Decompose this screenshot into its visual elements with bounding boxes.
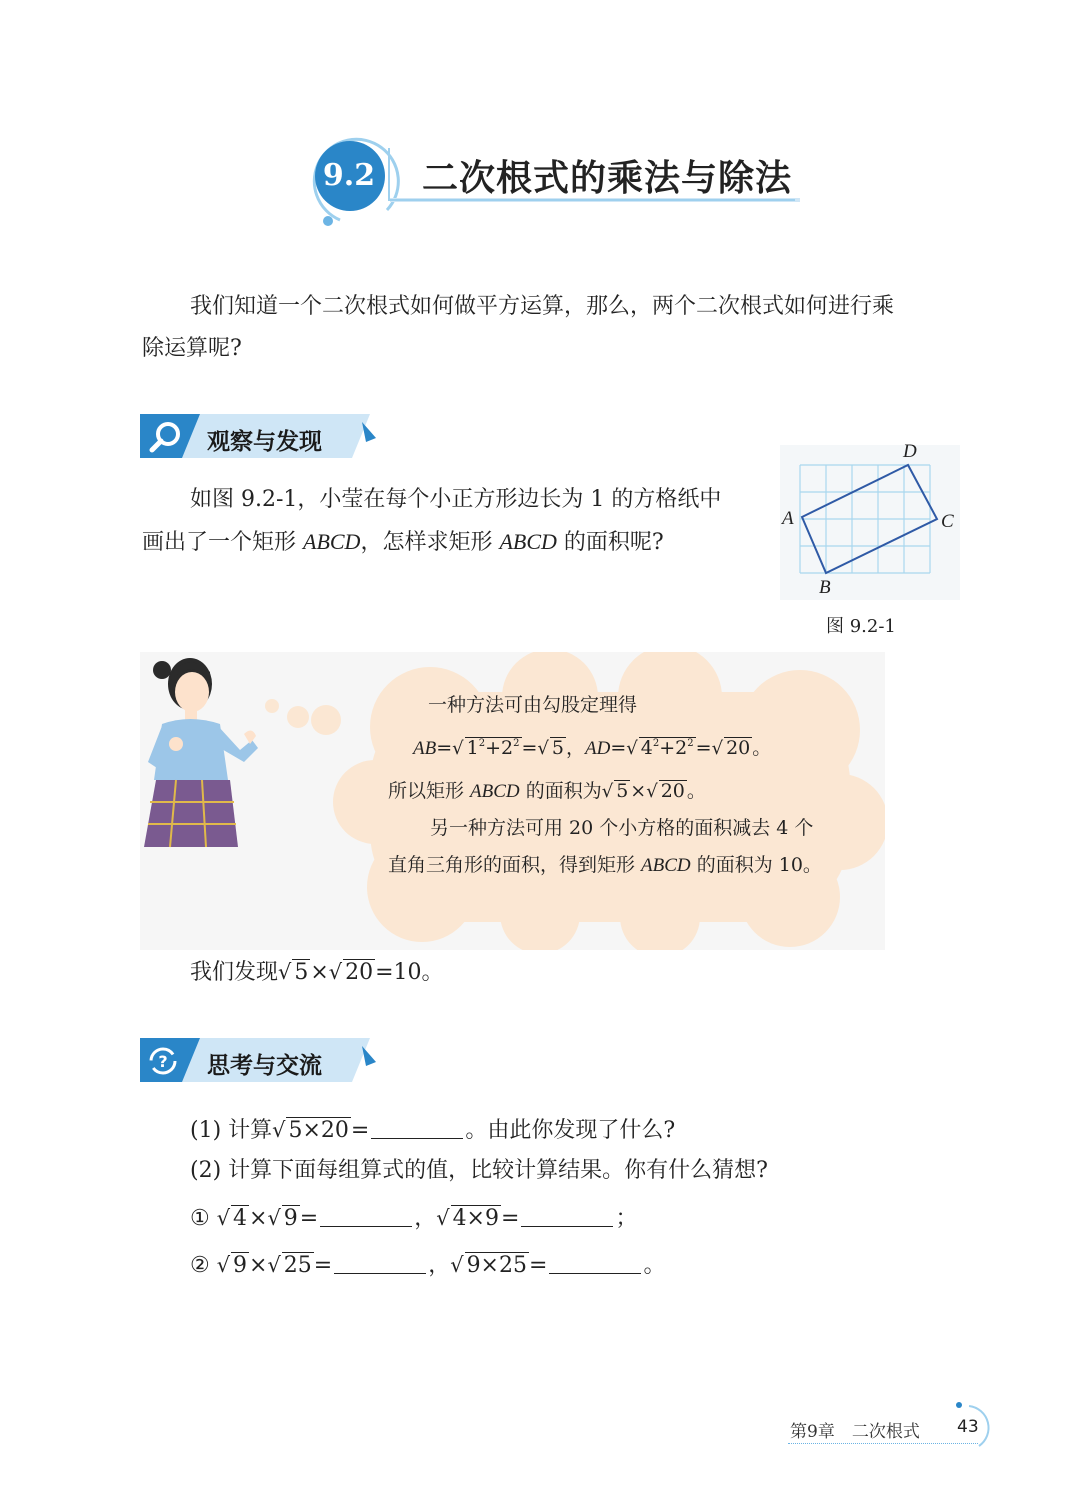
question-2: (2) 计算下面每组算式的值，比较计算结果。你有什么猜想? (190, 1158, 768, 1183)
rect-name: ABCD (470, 781, 520, 802)
chapter-label: 第9章 二次根式 (790, 1422, 920, 1442)
observe-line-2 (142, 520, 664, 565)
text: 的面积为 10。 (690, 854, 822, 876)
radicand-25: 25 (283, 1253, 312, 1278)
text: 所以矩形 (388, 780, 471, 802)
radicand-9: 9 (283, 1206, 298, 1231)
label-A: A (782, 508, 794, 529)
radicand-9x25: 9×25 (466, 1253, 527, 1278)
observe-line-2-post: 的面积呢? (556, 530, 664, 555)
exp: 2 (687, 738, 694, 749)
exp: 2 (478, 738, 486, 749)
text: 直角三角形的面积，得到矩形 (388, 854, 642, 876)
exp: 2 (652, 738, 660, 749)
radicand-20: 20 (345, 960, 374, 985)
section-title: 二次根式的乘法与除法 (422, 158, 793, 199)
rect-name: ABCD (641, 855, 691, 876)
sqrt-sign: √ (601, 781, 614, 802)
intro-line-1: 我们知道一个二次根式如何做平方运算，那么，两个二次根式如何进行乘 (190, 294, 895, 319)
sqrt-sign: √ (646, 781, 658, 802)
times: × (249, 1206, 268, 1231)
answer-blank[interactable] (334, 1251, 426, 1274)
radicand-2 (639, 737, 696, 760)
text: 我们发现 (190, 960, 279, 985)
circled-1: ① (190, 1206, 210, 1231)
page-number: 43 (957, 1417, 979, 1437)
period: 。 (752, 737, 772, 759)
sqrt-sign: √ (216, 1253, 231, 1277)
label-D: D (903, 441, 917, 462)
segment-AD: AD (585, 738, 611, 759)
bubble-line-1: 一种方法可由勾股定理得 (428, 694, 638, 716)
observe-line-2-mid: ，怎样求矩形 (360, 530, 500, 555)
plus: + (485, 737, 502, 759)
girl-illustration (140, 652, 270, 852)
result-line (190, 950, 444, 995)
period: 。 (686, 780, 706, 802)
observe-heading: 观察与发现 (207, 429, 322, 455)
comma: ， (414, 1206, 437, 1231)
comma: ， (566, 737, 586, 759)
equals: = (610, 737, 627, 759)
grid-rectangle-figure (780, 445, 960, 600)
radicand-5: 5 (294, 960, 309, 985)
radicand-4: 4 (233, 1206, 248, 1231)
semicolon: ； (615, 1206, 638, 1231)
sqrt-sign: √ (711, 738, 724, 759)
question-2-item-2 (190, 1243, 665, 1288)
question-cycle-icon (145, 1043, 181, 1079)
sqrt-sign: √ (272, 1118, 286, 1142)
intro-line-2: 除运算呢? (142, 336, 242, 361)
rect-name: ABCD (303, 529, 361, 554)
equals: = (350, 1118, 370, 1143)
equals: = (521, 737, 538, 759)
radicand-5: 5 (616, 780, 629, 802)
sqrt-sign: √ (216, 1206, 231, 1230)
observe-line-2-pre: 画出了一个矩形 (142, 530, 303, 555)
bubble-line-2 (413, 733, 771, 760)
radicand-20: 20 (660, 780, 685, 802)
answer-blank[interactable] (521, 1204, 613, 1227)
rect-name: ABCD (499, 529, 557, 554)
equals: = (501, 1206, 520, 1231)
bubble-line-5 (388, 850, 822, 877)
plus: + (659, 737, 676, 759)
text: =10。 (375, 960, 444, 985)
question-2-item-1 (190, 1196, 637, 1241)
text: 的面积为 (519, 780, 602, 802)
num: 4 (640, 737, 653, 759)
sqrt-sign: √ (278, 960, 292, 984)
equals: = (299, 1206, 319, 1231)
num: 1 (466, 737, 479, 759)
think-heading: 思考与交流 (207, 1053, 322, 1079)
sqrt-sign: √ (626, 738, 638, 759)
times: × (630, 780, 647, 802)
question-1 (190, 1108, 675, 1153)
radicand-20: 20 (726, 737, 751, 759)
label-C: C (941, 511, 954, 532)
svg-text:?: ? (158, 1052, 168, 1071)
segment-AB: AB (413, 738, 437, 759)
answer-blank[interactable] (320, 1204, 412, 1227)
sqrt-sign: √ (436, 1206, 450, 1230)
text: (1) 计算 (190, 1118, 273, 1143)
sqrt-sign: √ (267, 1206, 281, 1230)
times: × (310, 960, 329, 985)
sqrt-sign: √ (267, 1253, 281, 1277)
sqrt-sign: √ (537, 738, 549, 759)
answer-blank[interactable] (549, 1251, 641, 1274)
num: 2 (675, 737, 688, 759)
radicand-1 (465, 737, 522, 760)
circled-2: ② (190, 1253, 210, 1278)
equals: = (529, 1253, 548, 1278)
comma: ， (428, 1253, 451, 1278)
sqrt-sign: √ (452, 738, 464, 759)
period: 。 (643, 1253, 666, 1278)
exp: 2 (513, 738, 520, 749)
num: 2 (501, 737, 514, 759)
radicand-5x20: 5×20 (288, 1118, 349, 1143)
radicand-9: 9 (233, 1253, 248, 1278)
radicand-5: 5 (551, 737, 565, 759)
times: × (249, 1253, 268, 1278)
section-number: 9.2 (322, 158, 376, 193)
equals: = (436, 737, 453, 759)
answer-blank[interactable] (371, 1116, 463, 1139)
bubble-line-4: 另一种方法可用 20 个小方格的面积减去 4 个 (430, 817, 814, 839)
magnifier-icon (148, 419, 184, 455)
equals: = (695, 737, 712, 759)
bubble-line-3 (388, 776, 706, 803)
equals: = (313, 1253, 333, 1278)
observe-line-1: 如图 9.2-1，小莹在每个小正方形边长为 1 的方格纸中 (190, 487, 722, 512)
figure-caption: 图 9.2-1 (826, 616, 896, 637)
label-B: B (819, 577, 831, 598)
sqrt-sign: √ (328, 960, 343, 984)
sqrt-sign: √ (450, 1253, 464, 1277)
radicand-4x9: 4×9 (452, 1206, 499, 1231)
text: 。由此你发现了什么? (465, 1118, 676, 1143)
